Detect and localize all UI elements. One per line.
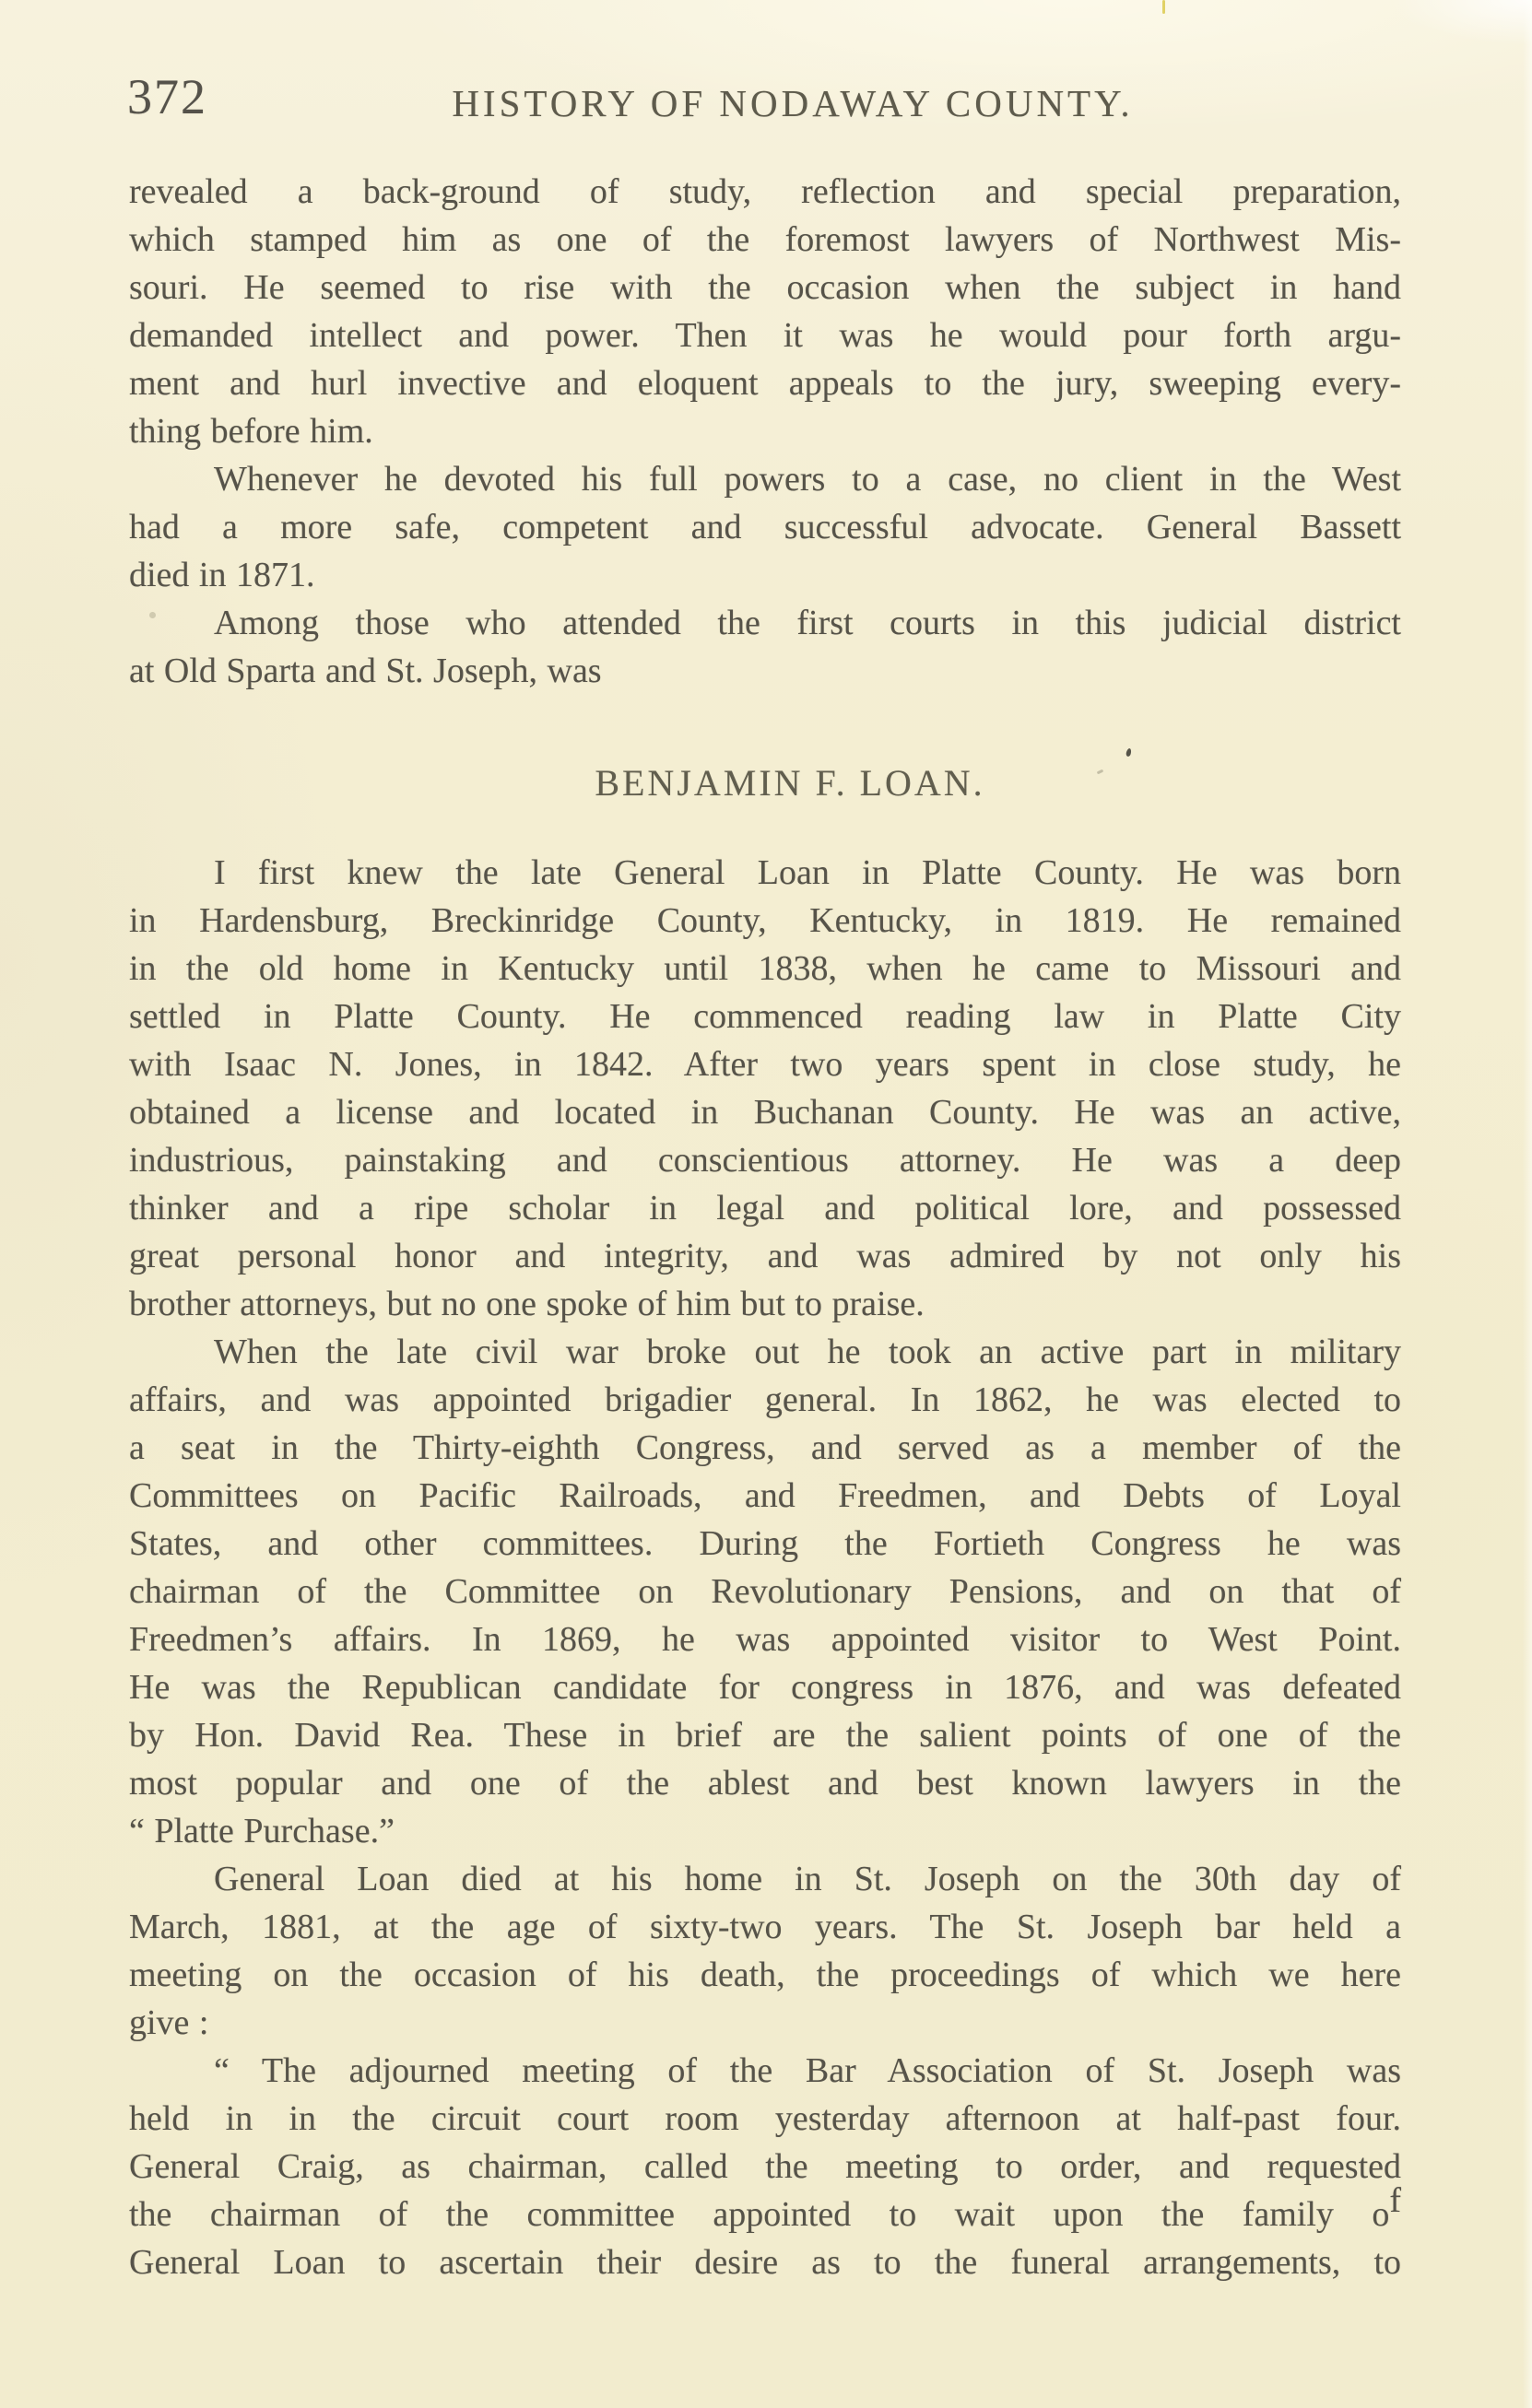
text-line: brother attorneys, but no one spoke of him but to praise. (129, 1285, 925, 1323)
text-line: with Isaac N. Jones, in 1842. After two years spent in close study, he (129, 1045, 1401, 1084)
text-line: in the old home in Kentucky until 1838, when he came to Missouri and (129, 949, 1401, 988)
text-line: demanded intellect and power. Then it was he would pour forth argu- (129, 316, 1401, 355)
section-heading: BENJAMIN F. LOAN. (595, 762, 985, 804)
text-line: thinker and a ripe scholar in legal and political lore, and possessed (129, 1189, 1401, 1227)
text-line: a seat in the Thirty-eighth Congress, and served as a member of the (129, 1428, 1401, 1467)
text-line: chairman of the Committee on Revolutionary Pensions, and on that of (129, 1572, 1401, 1611)
text-line: at Old Sparta and St. Joseph, was (129, 652, 602, 690)
text-line: ment and hurl invective and eloquent appeals to the jury, sweeping every- (129, 364, 1401, 403)
text-line: by Hon. David Rea. These in brief are the salient points of one of the (129, 1716, 1401, 1755)
text-line: souri. He seemed to rise with the occasion when the subject in hand (129, 268, 1401, 307)
text-line: which stamped him as one of the foremost lawyers of Northwest Mis- (129, 220, 1401, 259)
text-line: give : (129, 2003, 209, 2042)
text-line: March, 1881, at the age of sixty-two years. The St. Joseph bar held a (129, 1908, 1401, 1946)
text-line: thing before him. (129, 412, 373, 451)
text-line: died in 1871. (129, 556, 315, 594)
text-line: affairs, and was appointed brigadier general. In 1862, he was elected to (129, 1380, 1401, 1419)
text-line: When the late civil war broke out he took an active part in military (214, 1333, 1401, 1371)
text-line: had a more safe, competent and successful advocate. General Bassett (129, 508, 1401, 546)
raised-character: f (1389, 2181, 1401, 2220)
text-line: Whenever he devoted his full powers to a case, no client in the West (214, 460, 1401, 499)
text-line: great personal honor and integrity, and was admired by not only his (129, 1237, 1401, 1275)
text-line: General Craig, as chairman, called the meeting to order, and requested (129, 2147, 1401, 2186)
text-line: Freedmen’s affairs. In 1869, he was appointed visitor to West Point. (129, 1620, 1401, 1659)
text-line: obtained a license and located in Buchanan County. He was an active, (129, 1093, 1401, 1132)
text-line: Among those who attended the first courts in this judicial district (214, 604, 1401, 642)
text-line: “ The adjourned meeting of the Bar Association of St. Joseph was (214, 2051, 1401, 2090)
text-line: States, and other committees. During the Fortieth Congress he was (129, 1524, 1401, 1563)
text-line: the chairman of the committee appointed to wait upon the family of (129, 2181, 1401, 2234)
text-line: revealed a back-ground of study, reflection and special preparation, (129, 172, 1401, 211)
text-line: held in in the circuit court room yesterday afternoon at half-past four. (129, 2099, 1401, 2138)
page-number: 372 (127, 69, 207, 124)
text-line: “ Platte Purchase.” (129, 1812, 395, 1850)
text-line: He was the Republican candidate for congress in 1876, and was defeated (129, 1668, 1401, 1707)
text-line: meeting on the occasion of his death, the proceedings of which we here (129, 1956, 1401, 1994)
running-header: HISTORY OF NODAWAY COUNTY. (452, 82, 1134, 124)
text-line: General Loan to ascertain their desire as to the funeral arrangements, to (129, 2243, 1401, 2282)
text-line: in Hardensburg, Breckinridge County, Kentucky, in 1819. He remained (129, 901, 1401, 940)
page-body (129, 168, 1401, 2286)
page-edge-highlight (1523, 0, 1532, 2408)
text-line: industrious, painstaking and conscientious attorney. He was a deep (129, 1141, 1401, 1180)
text-line: settled in Platte County. He commenced reading law in Platte City (129, 997, 1401, 1036)
text-line: most popular and one of the ablest and best known lawyers in the (129, 1764, 1401, 1803)
text-line: I first knew the late General Loan in Platte County. He was born (214, 853, 1401, 892)
text-line: Committees on Pacific Railroads, and Freedmen, and Debts of Loyal (129, 1476, 1401, 1515)
text-line: General Loan died at his home in St. Joseph on the 30th day of (214, 1860, 1401, 1898)
scan-artifact-streak (1162, 0, 1165, 14)
